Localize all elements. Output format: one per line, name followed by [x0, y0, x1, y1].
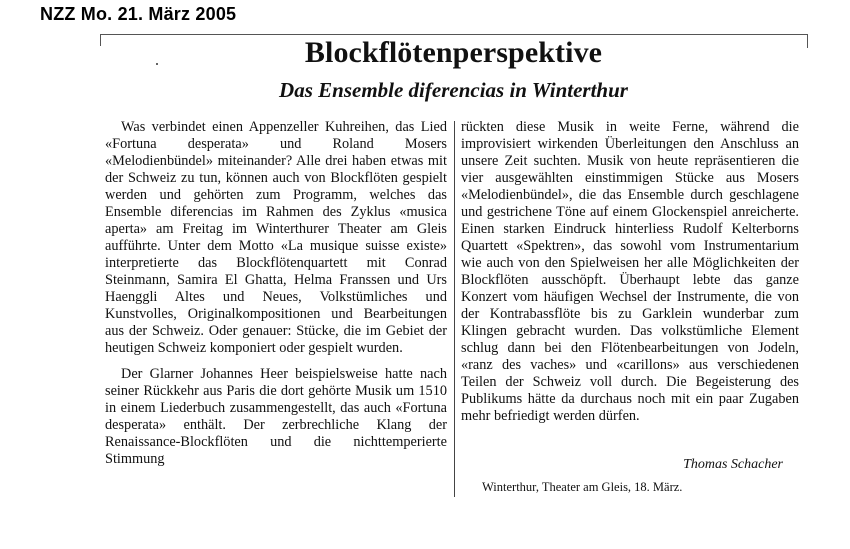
column-divider [454, 121, 455, 497]
left-paragraph-1: Was verbindet einen Appenzeller Kuhreihen, das Lied «Fortuna desperata» und Roland Mosers «Melodienbündel» miteinander? Alle drei haben etwas mit der Schweiz zu tun, können auch von Blockflöten gespielt werden und gehörten zum Programm, welches das Ensemble diferencias im Rahmen des Zyklus «musica aperta» am Freitag im Winterthurer Theater am Gleis aufführte. Unter dem Motto «La musique suisse existe» interpretierte das Blockflötenquartett mit Conrad Steinmann, Samira El Ghatta, Helma Franssen und Urs Haenggli Altes und Neues, Volkstümliches und Kunstvolles, Originalkompositionen und Bearbeitungen aus der Schweiz. Oder genauer: Stücke, die im Gebiet der heutigen Schweiz komponiert oder gespielt wurden. [105, 119, 447, 356]
right-column [461, 119, 799, 425]
article-author: Thomas Schacher [683, 457, 783, 472]
article-dateline: Winterthur, Theater am Gleis, 18. März. [482, 480, 683, 494]
source-label: NZZ Mo. 21. März 2005 [40, 4, 237, 24]
left-column [105, 119, 447, 468]
print-speck [156, 63, 158, 65]
article-headline: Blockflötenperspektive [304, 36, 603, 69]
frame-right-edge [807, 34, 808, 48]
article-subheadline: Das Ensemble diferencias in Winterthur [279, 78, 628, 102]
left-paragraph-2: Der Glarner Johannes Heer beispielsweise hatte nach seiner Rückkehr aus Paris die dort gehörte Musik um 1510 in einem Liederbuch zusammengestellt, das auch «Fortuna desperata» enthält. Der zerbrechliche Klang der Renaissance-Blockflöten und die nichttemperierte Stimmung [105, 366, 447, 467]
right-paragraph-1: rückten diese Musik in weite Ferne, während die improvisiert wirkenden Überleitungen den Anschluss an unsere Zeit suchten. Musik von heute repräsentieren die vier ausgewählten einstimmigen Stücke aus Mosers «Melodienbündel», die das Ensemble durch geschlagene und gestrichene Töne auf einem Glockenspiel anreicherte. Einen starken Eindruck hinterliess Rudolf Kelterborns Quartett «Spektren», das sowohl vom Instrumentarium wie auch von den Spielweisen her alle Möglichkeiten der Blockflöten ausschöpft. Überhaupt lebte das ganze Konzert vom häufigen Wechsel der Instrumente, die von der Kontrabassflöte bis zu Garklein wunderbar zum Klingen gebracht wurden. Das volkstümliche Element schlug dann bei den Flötenbearbeitungen von Jodeln, «ranz des vaches» und «carillons» aus verschiedenen Teilen der Schweiz voll durch. Die Begeisterung des Publikums hätte da durchaus noch mit ein paar Zugaben mehr befriedigt werden dürfen. [461, 119, 799, 424]
